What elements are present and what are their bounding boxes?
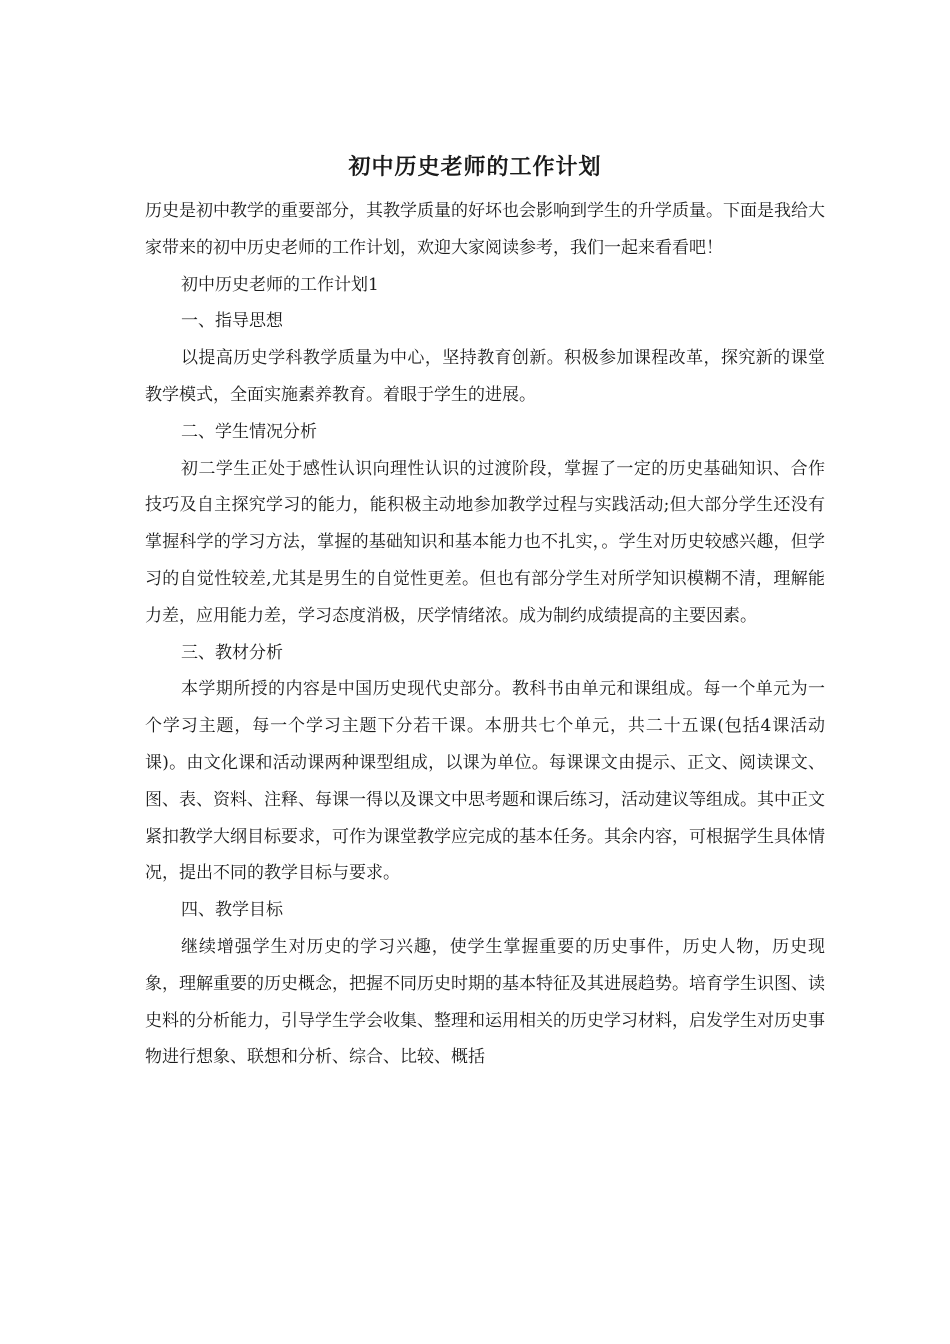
section-heading-textbook-analysis: 三、教材分析 [181,642,283,663]
paragraph-textbook-analysis: 本学期所授的内容是中国历史现代史部分。教科书由单元和课组成。每一个单元为一个学习主题，每一个学习主题下分若干课。本册共七个单元，共二十五课(包括4课活动课)。由文化课和活动课两种课型组成，以课为单位。每课课文由提示、正文、阅读课文、图、表、资料、注释、每课一得以及课文中思考题和课后练习，活动建议等组成。其中正文紧扣教学大纲目标要求，可作为课堂教学应完成的基本任务。其余内容，可根据学生具体情况，提出不同的教学目标与要求。 [145,679,825,884]
section-heading-guiding-thought: 一、指导思想 [181,311,283,332]
paragraph-teaching-goals: 继续增强学生对历史的学习兴趣，使学生掌握重要的历史事件，历史人物，历史现象，理解重要的历史概念，把握不同历史时期的基本特征及其进展趋势。培育学生识图、读史料的分析能力，引导学生学会收集、整理和运用相关的历史学习材料，启发学生对历史事物进行想象、联想和分析、综合、比较、概括 [145,936,825,1068]
section-heading-student-analysis: 二、学生情况分析 [181,421,317,442]
document-title: 初中历史老师的工作计划 [348,155,602,180]
paragraph-intro: 历史是初中教学的重要部分，其教学质量的好坏也会影响到学生的升学质量。下面是我给大家带来的初中历史老师的工作计划，欢迎大家阅读参考，我们一起来看看吧！ [145,201,825,258]
section-heading-teaching-goals: 四、教学目标 [181,900,283,921]
document-body [145,193,825,1076]
paragraph-guiding-thought: 以提高历史学科教学质量为中心，坚持教育创新。积极参加课程改革，探究新的课堂教学模式，全面实施素养教育。着眼于学生的进展。 [145,348,825,405]
section-heading-plan-1: 初中历史老师的工作计划1 [181,274,379,295]
paragraph-student-analysis: 初二学生正处于感性认识向理性认识的过渡阶段，掌握了一定的历史基础知识、合作技巧及自主探究学习的能力，能积极主动地参加教学过程与实践活动;但大部分学生还没有掌握科学的学习方法，掌握的基础知识和基本能力也不扎实，。学生对历史较感兴趣，但学习的自觉性较差,尤其是男生的自觉性更差。但也有部分学生对所学知识模糊不清，理解能力差，应用能力差，学习态度消极，厌学情绪浓。成为制约成绩提高的主要因素。 [145,458,825,626]
